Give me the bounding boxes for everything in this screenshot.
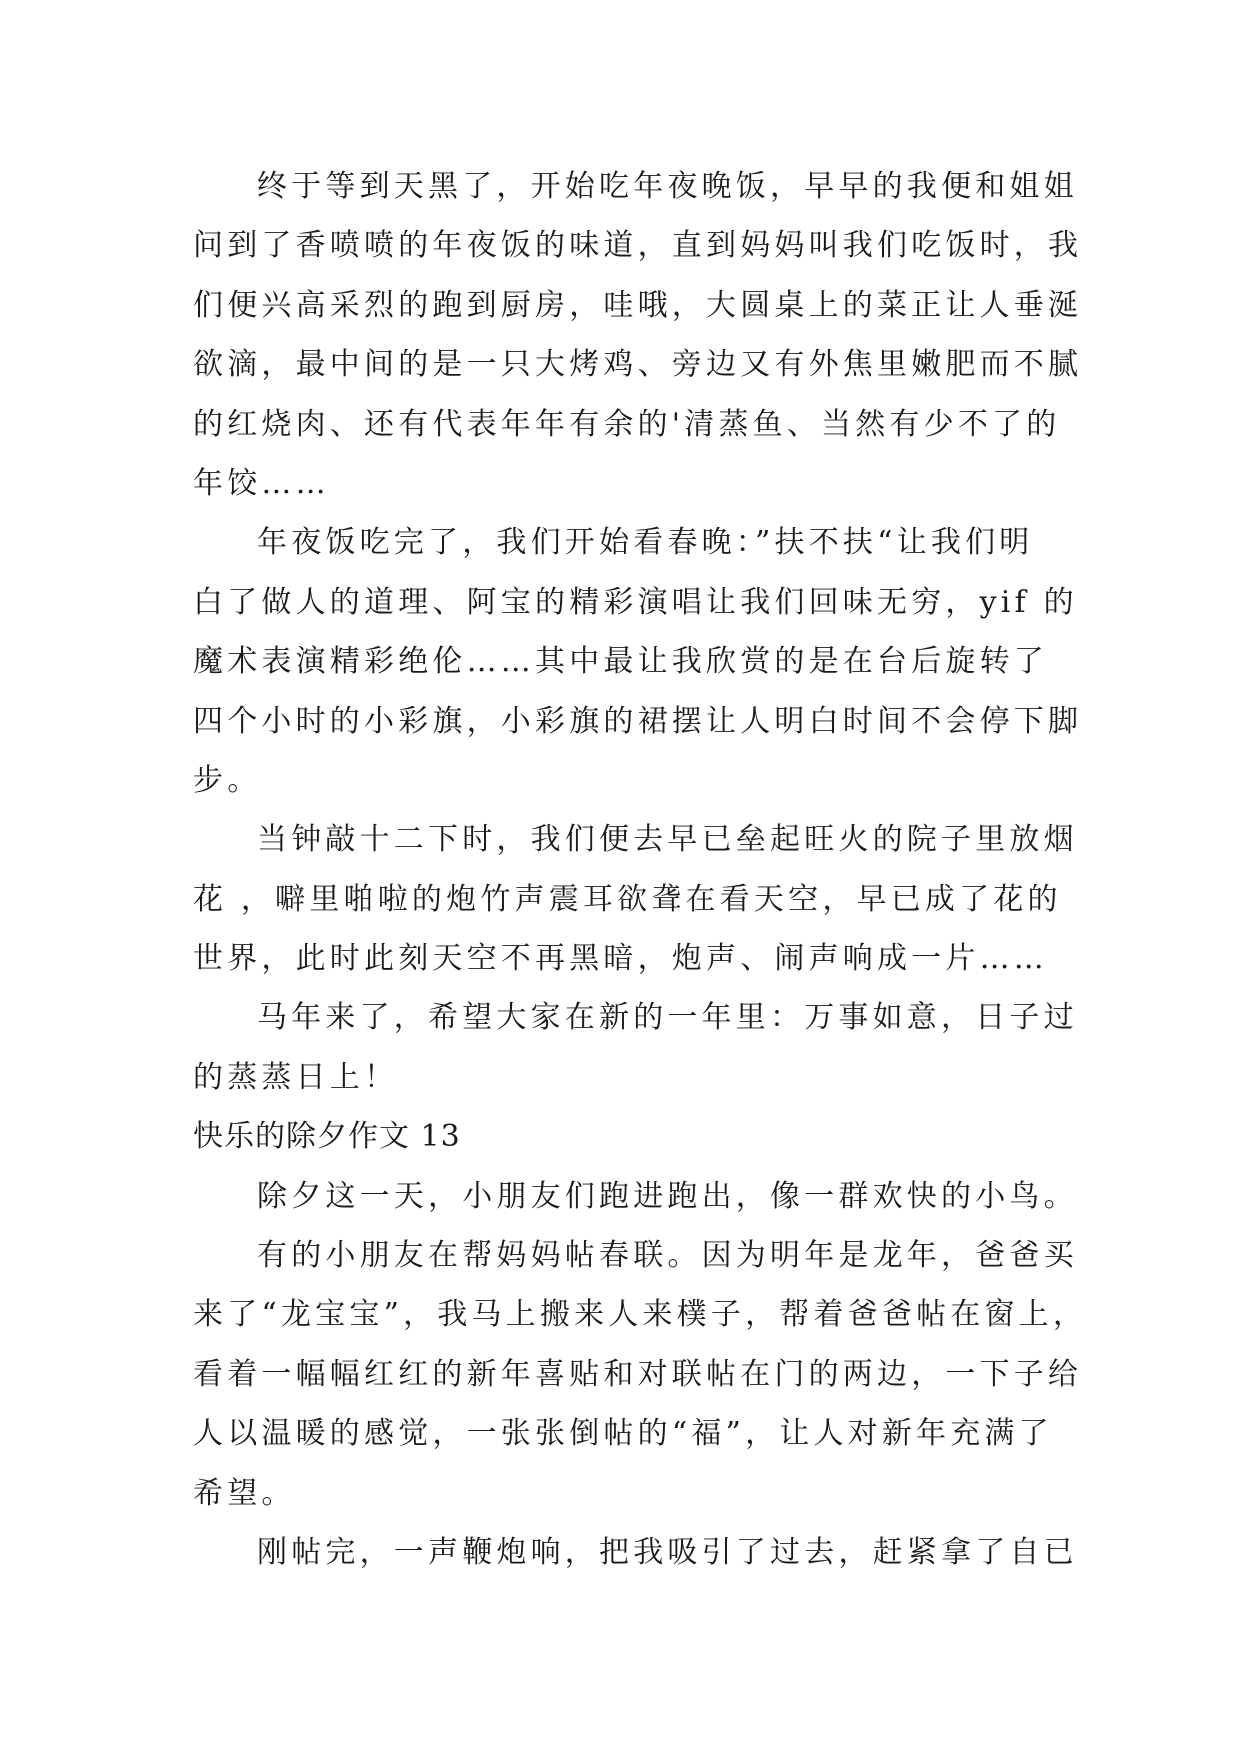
text-line: 刚帖完，一声鞭炮响，把我吸引了过去，赶紧拿了自已 bbox=[257, 1534, 1078, 1570]
paragraph bbox=[193, 1167, 1078, 1226]
text-line: 问到了香喷喷的年夜饭的味道，直到妈妈叫我们吃饭时，我 bbox=[193, 228, 1083, 264]
text-line: 的红烧肉、还有代表年年有余的'清蒸鱼、当然有少不了的 bbox=[193, 406, 1061, 442]
text-line: 马年来了，希望大家在新的一年里：万事如意，日子过 bbox=[257, 1000, 1078, 1036]
paragraph bbox=[193, 157, 1083, 513]
text-line: 当钟敲十二下时，我们便去早已垒起旺火的院子里放烟 bbox=[257, 822, 1078, 858]
text-line: 看着一幅幅红红的新年喜贴和对联帖在门的两边，一下子给 bbox=[193, 1356, 1083, 1392]
section-heading: 快乐的除夕作文 13 bbox=[193, 1119, 461, 1155]
text-line: 魔术表演精彩绝伦……其中最让我欣赏的是在台后旋转了 bbox=[193, 644, 1048, 680]
text-line: 除夕这一天，小朋友们跑进跑出，像一群欢快的小鸟。 bbox=[257, 1178, 1078, 1214]
paragraph bbox=[193, 810, 1078, 988]
paragraph bbox=[193, 988, 1078, 1107]
paragraph bbox=[193, 1226, 1088, 1523]
text-line: 白了做人的道理、阿宝的精彩演唱让我们回味无穷，yif 的 bbox=[193, 584, 1078, 620]
text-line: 的蒸蒸日上！ bbox=[193, 1059, 399, 1095]
text-line: 世界，此时此刻天空不再黑暗，炮声、闹声响成一片…… bbox=[193, 941, 1048, 977]
text-line: 人以温暖的感觉，一张张倒帖的“福”，让人对新年充满了 bbox=[193, 1416, 1053, 1452]
text-line: 终于等到天黑了，开始吃年夜晚饭，早早的我便和姐姐 bbox=[257, 169, 1078, 204]
paragraph bbox=[193, 1523, 1078, 1582]
text-line: 欲滴，最中间的是一只大烤鸡、旁边又有外焦里嫩肥而不腻 bbox=[193, 347, 1083, 383]
text-line: 希望。 bbox=[193, 1475, 296, 1511]
text-line: 花 ，噼里啪啦的炮竹声震耳欲聋在看天空，早已成了花的 bbox=[193, 881, 1062, 917]
text-line: 们便兴高采烈的跑到厨房，哇哦，大圆桌上的菜正让人垂涎 bbox=[193, 287, 1083, 323]
text-line: 四个小时的小彩旗，小彩旗的裙摆让人明白时间不会停下脚 bbox=[193, 703, 1083, 739]
text-line: 年夜饭吃完了，我们开始看春晚：”扶不扶“让我们明 bbox=[257, 525, 1034, 561]
text-line: 步。 bbox=[193, 762, 262, 798]
document-body bbox=[193, 157, 1088, 1582]
text-line: 来了“龙宝宝”，我马上搬来人来樸子，帮着爸爸帖在窗上， bbox=[193, 1297, 1088, 1333]
text-line: 年饺…… bbox=[193, 465, 330, 501]
paragraph bbox=[193, 513, 1083, 810]
text-line: 有的小朋友在帮妈妈帖春联。因为明年是龙年，爸爸买 bbox=[257, 1238, 1078, 1274]
